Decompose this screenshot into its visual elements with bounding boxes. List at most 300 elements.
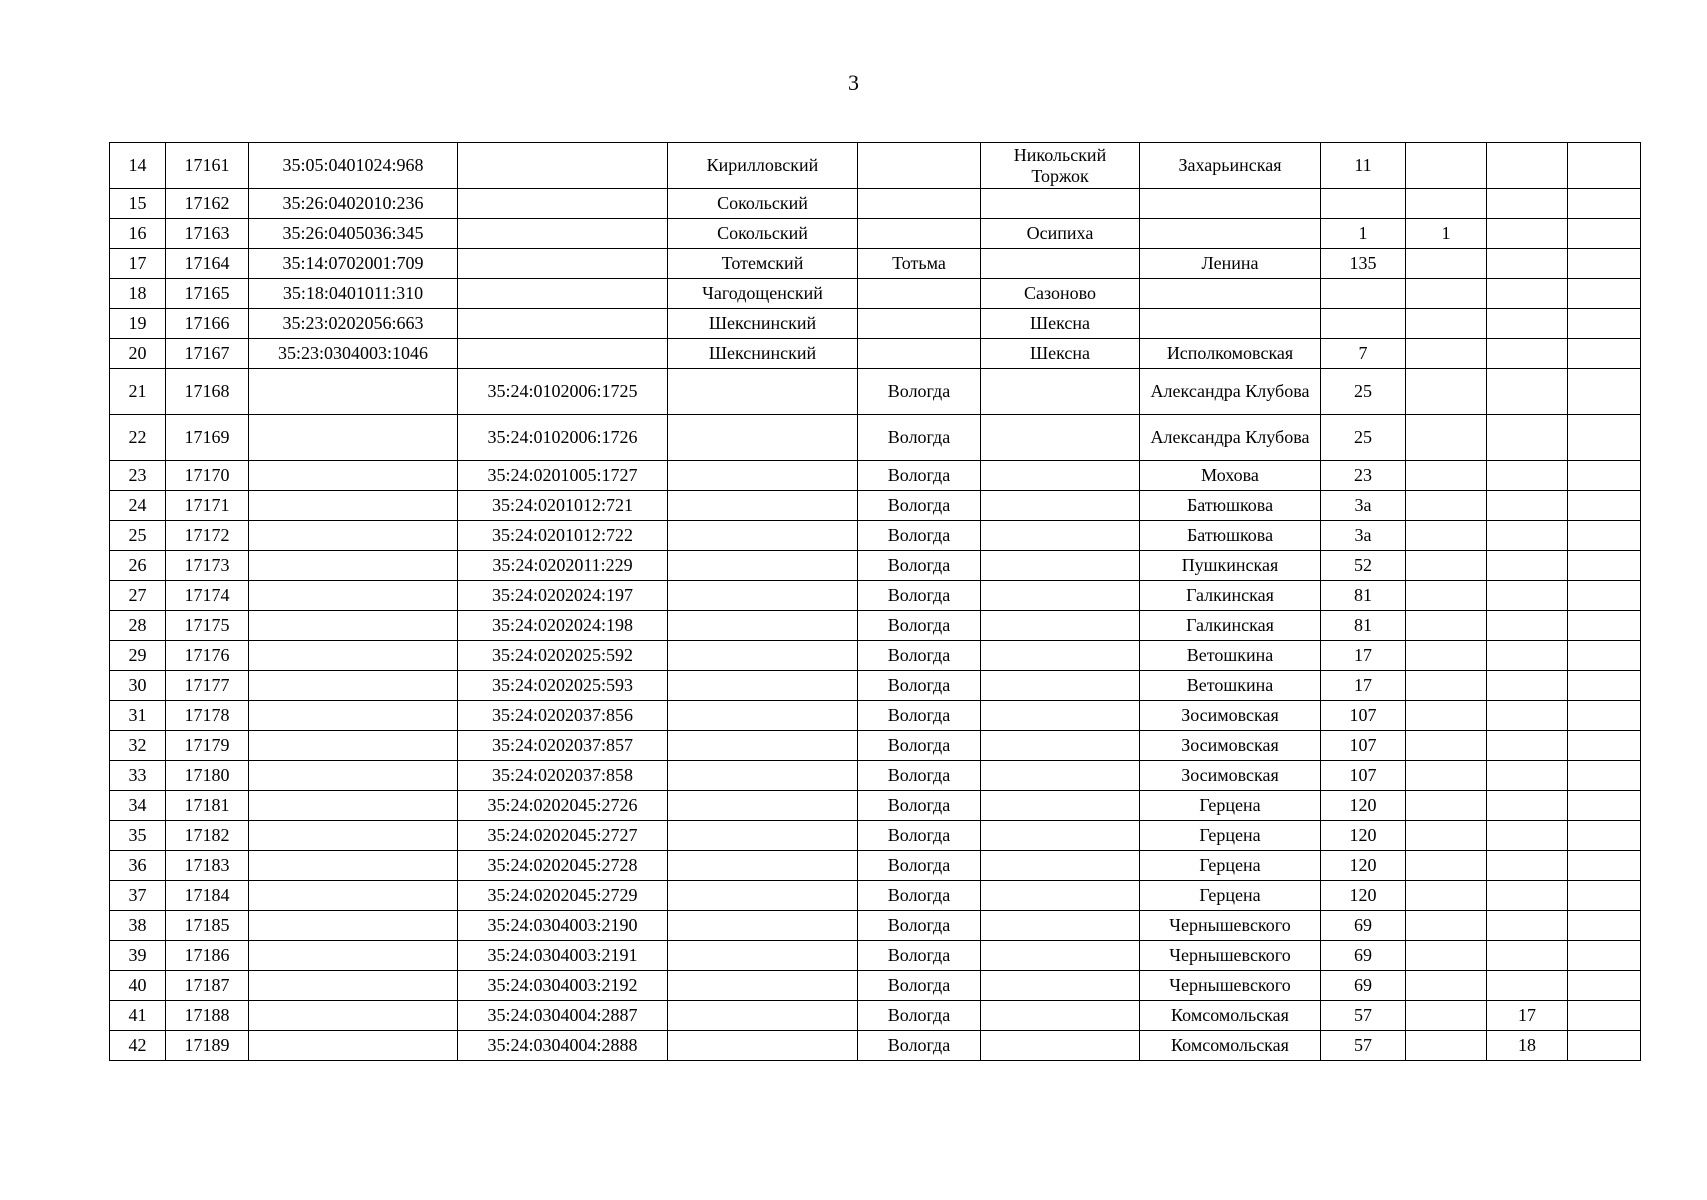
settlement-cell: [981, 761, 1140, 791]
row-number-cell: 17: [110, 249, 166, 279]
street-cell: Зосимовская: [1140, 701, 1321, 731]
table-row: [110, 941, 1641, 971]
table-row: [110, 491, 1641, 521]
street-cell: Герцена: [1140, 821, 1321, 851]
district-cell: Кирилловский: [668, 143, 858, 189]
extra-cell: [1568, 369, 1641, 415]
object-id-cell: 17161: [166, 143, 249, 189]
object-id-cell: 17183: [166, 851, 249, 881]
table-row: [110, 1031, 1641, 1061]
table-row: [110, 731, 1641, 761]
building-cell: [1406, 461, 1487, 491]
row-number-cell: 36: [110, 851, 166, 881]
house-number-cell: 81: [1321, 581, 1406, 611]
extra-cell: [1568, 581, 1641, 611]
object-id-cell: 17173: [166, 551, 249, 581]
cadastral-number-alt-cell: [458, 143, 668, 189]
building-cell: [1406, 881, 1487, 911]
house-number-cell: 7: [1321, 339, 1406, 369]
house-number-cell: 107: [1321, 731, 1406, 761]
house-number-cell: 3а: [1321, 491, 1406, 521]
apartment-cell: 17: [1487, 1001, 1568, 1031]
apartment-cell: [1487, 881, 1568, 911]
cadastral-number-cell: [249, 971, 458, 1001]
table-row: [110, 911, 1641, 941]
district-cell: Чагодощенский: [668, 279, 858, 309]
apartment-cell: [1487, 701, 1568, 731]
settlement-cell: [981, 415, 1140, 461]
street-cell: Исполкомовская: [1140, 339, 1321, 369]
cadastral-number-alt-cell: 35:24:0304004:2887: [458, 1001, 668, 1031]
table-row: [110, 671, 1641, 701]
cadastral-number-alt-cell: 35:24:0201012:722: [458, 521, 668, 551]
street-cell: Комсомольская: [1140, 1031, 1321, 1061]
building-cell: [1406, 701, 1487, 731]
cadastral-number-cell: [249, 761, 458, 791]
extra-cell: [1568, 219, 1641, 249]
table-row: [110, 369, 1641, 415]
building-cell: [1406, 369, 1487, 415]
table-row: [110, 1001, 1641, 1031]
district-cell: [668, 551, 858, 581]
extra-cell: [1568, 279, 1641, 309]
cadastral-number-alt-cell: 35:24:0202025:592: [458, 641, 668, 671]
city-cell: Вологда: [858, 821, 981, 851]
table-row: [110, 821, 1641, 851]
row-number-cell: 33: [110, 761, 166, 791]
apartment-cell: [1487, 309, 1568, 339]
cadastral-number-cell: [249, 611, 458, 641]
house-number-cell: [1321, 189, 1406, 219]
house-number-cell: 25: [1321, 369, 1406, 415]
object-id-cell: 17162: [166, 189, 249, 219]
building-cell: [1406, 941, 1487, 971]
object-id-cell: 17166: [166, 309, 249, 339]
house-number-cell: 120: [1321, 851, 1406, 881]
building-cell: [1406, 971, 1487, 1001]
row-number-cell: 22: [110, 415, 166, 461]
settlement-cell: [981, 791, 1140, 821]
city-cell: Вологда: [858, 1001, 981, 1031]
table-row: [110, 309, 1641, 339]
district-cell: Тотемский: [668, 249, 858, 279]
district-cell: Шекснинский: [668, 339, 858, 369]
table-row: [110, 551, 1641, 581]
building-cell: [1406, 1001, 1487, 1031]
house-number-cell: 120: [1321, 821, 1406, 851]
house-number-cell: 1: [1321, 219, 1406, 249]
cadastral-number-cell: [249, 521, 458, 551]
house-number-cell: 25: [1321, 415, 1406, 461]
city-cell: Вологда: [858, 369, 981, 415]
building-cell: [1406, 791, 1487, 821]
apartment-cell: [1487, 415, 1568, 461]
city-cell: [858, 189, 981, 219]
table-row: [110, 971, 1641, 1001]
settlement-cell: [981, 189, 1140, 219]
building-cell: [1406, 309, 1487, 339]
table-row: [110, 611, 1641, 641]
street-cell: Зосимовская: [1140, 731, 1321, 761]
extra-cell: [1568, 821, 1641, 851]
cadastral-number-cell: [249, 821, 458, 851]
apartment-cell: [1487, 461, 1568, 491]
cadastral-number-cell: [249, 671, 458, 701]
object-id-cell: 17167: [166, 339, 249, 369]
settlement-cell: [981, 1031, 1140, 1061]
street-cell: [1140, 219, 1321, 249]
cadastral-number-alt-cell: 35:24:0202045:2729: [458, 881, 668, 911]
street-cell: Мохова: [1140, 461, 1321, 491]
row-number-cell: 27: [110, 581, 166, 611]
settlement-cell: [981, 641, 1140, 671]
building-cell: [1406, 671, 1487, 701]
registry-table: [109, 142, 1641, 1061]
row-number-cell: 14: [110, 143, 166, 189]
object-id-cell: 17188: [166, 1001, 249, 1031]
building-cell: [1406, 279, 1487, 309]
city-cell: Вологда: [858, 641, 981, 671]
object-id-cell: 17169: [166, 415, 249, 461]
object-id-cell: 17179: [166, 731, 249, 761]
object-id-cell: 17168: [166, 369, 249, 415]
cadastral-number-cell: 35:05:0401024:968: [249, 143, 458, 189]
cadastral-number-alt-cell: 35:24:0202024:198: [458, 611, 668, 641]
row-number-cell: 32: [110, 731, 166, 761]
extra-cell: [1568, 1031, 1641, 1061]
extra-cell: [1568, 941, 1641, 971]
apartment-cell: [1487, 551, 1568, 581]
cadastral-number-alt-cell: 35:24:0202025:593: [458, 671, 668, 701]
district-cell: [668, 581, 858, 611]
extra-cell: [1568, 761, 1641, 791]
city-cell: [858, 279, 981, 309]
district-cell: [668, 941, 858, 971]
building-cell: [1406, 415, 1487, 461]
apartment-cell: [1487, 761, 1568, 791]
table-row: [110, 143, 1641, 189]
settlement-cell: [981, 851, 1140, 881]
city-cell: Вологда: [858, 551, 981, 581]
cadastral-number-alt-cell: [458, 339, 668, 369]
cadastral-number-cell: [249, 415, 458, 461]
building-cell: [1406, 551, 1487, 581]
row-number-cell: 31: [110, 701, 166, 731]
cadastral-number-alt-cell: [458, 309, 668, 339]
object-id-cell: 17164: [166, 249, 249, 279]
row-number-cell: 28: [110, 611, 166, 641]
city-cell: Вологда: [858, 941, 981, 971]
row-number-cell: 25: [110, 521, 166, 551]
extra-cell: [1568, 521, 1641, 551]
street-cell: Александра Клубова: [1140, 369, 1321, 415]
street-cell: Галкинская: [1140, 611, 1321, 641]
apartment-cell: [1487, 219, 1568, 249]
district-cell: [668, 1001, 858, 1031]
cadastral-number-cell: [249, 581, 458, 611]
city-cell: [858, 143, 981, 189]
building-cell: [1406, 851, 1487, 881]
house-number-cell: 3а: [1321, 521, 1406, 551]
table-row: [110, 581, 1641, 611]
cadastral-number-alt-cell: 35:24:0102006:1725: [458, 369, 668, 415]
district-cell: [668, 491, 858, 521]
object-id-cell: 17165: [166, 279, 249, 309]
apartment-cell: [1487, 911, 1568, 941]
building-cell: [1406, 249, 1487, 279]
street-cell: Ветошкина: [1140, 641, 1321, 671]
extra-cell: [1568, 339, 1641, 369]
street-cell: Комсомольская: [1140, 1001, 1321, 1031]
cadastral-number-cell: [249, 1031, 458, 1061]
settlement-cell: [981, 971, 1140, 1001]
apartment-cell: [1487, 369, 1568, 415]
house-number-cell: 81: [1321, 611, 1406, 641]
row-number-cell: 16: [110, 219, 166, 249]
cadastral-number-alt-cell: 35:24:0202024:197: [458, 581, 668, 611]
settlement-cell: [981, 521, 1140, 551]
district-cell: [668, 881, 858, 911]
table-row: [110, 761, 1641, 791]
row-number-cell: 23: [110, 461, 166, 491]
street-cell: Батюшкова: [1140, 521, 1321, 551]
extra-cell: [1568, 1001, 1641, 1031]
table-row: [110, 791, 1641, 821]
object-id-cell: 17187: [166, 971, 249, 1001]
extra-cell: [1568, 143, 1641, 189]
apartment-cell: [1487, 791, 1568, 821]
city-cell: Вологда: [858, 761, 981, 791]
extra-cell: [1568, 701, 1641, 731]
settlement-cell: [981, 611, 1140, 641]
extra-cell: [1568, 551, 1641, 581]
house-number-cell: 69: [1321, 941, 1406, 971]
cadastral-number-cell: [249, 641, 458, 671]
object-id-cell: 17177: [166, 671, 249, 701]
district-cell: Сокольский: [668, 189, 858, 219]
house-number-cell: 52: [1321, 551, 1406, 581]
cadastral-number-cell: [249, 911, 458, 941]
cadastral-number-cell: [249, 881, 458, 911]
settlement-cell: [981, 911, 1140, 941]
apartment-cell: [1487, 521, 1568, 551]
street-cell: [1140, 189, 1321, 219]
city-cell: Вологда: [858, 611, 981, 641]
extra-cell: [1568, 189, 1641, 219]
district-cell: [668, 461, 858, 491]
district-cell: [668, 415, 858, 461]
settlement-cell: [981, 671, 1140, 701]
district-cell: [668, 369, 858, 415]
city-cell: Тотьма: [858, 249, 981, 279]
house-number-cell: 107: [1321, 761, 1406, 791]
object-id-cell: 17163: [166, 219, 249, 249]
cadastral-number-alt-cell: 35:24:0304004:2888: [458, 1031, 668, 1061]
district-cell: [668, 851, 858, 881]
apartment-cell: [1487, 971, 1568, 1001]
building-cell: [1406, 731, 1487, 761]
city-cell: Вологда: [858, 701, 981, 731]
building-cell: [1406, 821, 1487, 851]
settlement-cell: Шексна: [981, 339, 1140, 369]
apartment-cell: [1487, 611, 1568, 641]
building-cell: 1: [1406, 219, 1487, 249]
cadastral-number-cell: [249, 461, 458, 491]
district-cell: [668, 641, 858, 671]
extra-cell: [1568, 461, 1641, 491]
object-id-cell: 17181: [166, 791, 249, 821]
cadastral-number-cell: [249, 851, 458, 881]
cadastral-number-alt-cell: 35:24:0202011:229: [458, 551, 668, 581]
house-number-cell: [1321, 279, 1406, 309]
street-cell: Чернышевского: [1140, 941, 1321, 971]
object-id-cell: 17170: [166, 461, 249, 491]
building-cell: [1406, 911, 1487, 941]
building-cell: [1406, 143, 1487, 189]
row-number-cell: 40: [110, 971, 166, 1001]
cadastral-number-cell: [249, 791, 458, 821]
apartment-cell: [1487, 143, 1568, 189]
object-id-cell: 17176: [166, 641, 249, 671]
table-row: [110, 189, 1641, 219]
building-cell: [1406, 761, 1487, 791]
street-cell: Батюшкова: [1140, 491, 1321, 521]
settlement-cell: Осипиха: [981, 219, 1140, 249]
object-id-cell: 17186: [166, 941, 249, 971]
extra-cell: [1568, 641, 1641, 671]
district-cell: [668, 791, 858, 821]
apartment-cell: [1487, 189, 1568, 219]
extra-cell: [1568, 971, 1641, 1001]
cadastral-number-alt-cell: 35:24:0201012:721: [458, 491, 668, 521]
extra-cell: [1568, 249, 1641, 279]
extra-cell: [1568, 731, 1641, 761]
district-cell: [668, 701, 858, 731]
table-row: [110, 851, 1641, 881]
building-cell: [1406, 339, 1487, 369]
apartment-cell: [1487, 491, 1568, 521]
object-id-cell: 17182: [166, 821, 249, 851]
settlement-cell: [981, 249, 1140, 279]
object-id-cell: 17178: [166, 701, 249, 731]
cadastral-number-alt-cell: 35:24:0304003:2190: [458, 911, 668, 941]
street-cell: Чернышевского: [1140, 971, 1321, 1001]
street-cell: Галкинская: [1140, 581, 1321, 611]
cadastral-number-cell: 35:23:0202056:663: [249, 309, 458, 339]
apartment-cell: [1487, 641, 1568, 671]
settlement-cell: [981, 369, 1140, 415]
cadastral-number-alt-cell: [458, 189, 668, 219]
city-cell: [858, 309, 981, 339]
city-cell: Вологда: [858, 581, 981, 611]
building-cell: [1406, 641, 1487, 671]
cadastral-number-alt-cell: 35:24:0202045:2727: [458, 821, 668, 851]
row-number-cell: 38: [110, 911, 166, 941]
extra-cell: [1568, 791, 1641, 821]
table-row: [110, 461, 1641, 491]
row-number-cell: 19: [110, 309, 166, 339]
building-cell: [1406, 1031, 1487, 1061]
building-cell: [1406, 491, 1487, 521]
building-cell: [1406, 611, 1487, 641]
street-cell: Герцена: [1140, 851, 1321, 881]
cadastral-number-alt-cell: [458, 279, 668, 309]
cadastral-number-alt-cell: 35:24:0201005:1727: [458, 461, 668, 491]
house-number-cell: 135: [1321, 249, 1406, 279]
street-cell: Пушкинская: [1140, 551, 1321, 581]
table-row: [110, 881, 1641, 911]
table-row: [110, 415, 1641, 461]
row-number-cell: 24: [110, 491, 166, 521]
street-cell: Зосимовская: [1140, 761, 1321, 791]
apartment-cell: [1487, 581, 1568, 611]
settlement-cell: [981, 1001, 1140, 1031]
city-cell: [858, 339, 981, 369]
object-id-cell: 17184: [166, 881, 249, 911]
row-number-cell: 26: [110, 551, 166, 581]
table-row: [110, 249, 1641, 279]
cadastral-number-alt-cell: 35:24:0202037:858: [458, 761, 668, 791]
street-cell: Чернышевского: [1140, 911, 1321, 941]
settlement-cell: [981, 941, 1140, 971]
city-cell: Вологда: [858, 971, 981, 1001]
settlement-cell: [981, 581, 1140, 611]
extra-cell: [1568, 671, 1641, 701]
house-number-cell: 69: [1321, 971, 1406, 1001]
extra-cell: [1568, 415, 1641, 461]
object-id-cell: 17175: [166, 611, 249, 641]
house-number-cell: 11: [1321, 143, 1406, 189]
cadastral-number-cell: [249, 551, 458, 581]
apartment-cell: [1487, 249, 1568, 279]
house-number-cell: [1321, 309, 1406, 339]
cadastral-number-cell: [249, 731, 458, 761]
district-cell: [668, 1031, 858, 1061]
row-number-cell: 34: [110, 791, 166, 821]
city-cell: Вологда: [858, 881, 981, 911]
cadastral-number-alt-cell: 35:24:0102006:1726: [458, 415, 668, 461]
district-cell: [668, 821, 858, 851]
cadastral-number-alt-cell: 35:24:0304003:2191: [458, 941, 668, 971]
extra-cell: [1568, 491, 1641, 521]
city-cell: Вологда: [858, 851, 981, 881]
city-cell: Вологда: [858, 791, 981, 821]
cadastral-number-cell: [249, 701, 458, 731]
house-number-cell: 120: [1321, 881, 1406, 911]
cadastral-number-cell: 35:18:0401011:310: [249, 279, 458, 309]
settlement-cell: Шексна: [981, 309, 1140, 339]
row-number-cell: 41: [110, 1001, 166, 1031]
house-number-cell: 17: [1321, 641, 1406, 671]
apartment-cell: [1487, 941, 1568, 971]
street-cell: Герцена: [1140, 881, 1321, 911]
house-number-cell: 107: [1321, 701, 1406, 731]
apartment-cell: [1487, 821, 1568, 851]
district-cell: [668, 731, 858, 761]
row-number-cell: 18: [110, 279, 166, 309]
row-number-cell: 37: [110, 881, 166, 911]
object-id-cell: 17180: [166, 761, 249, 791]
settlement-cell: [981, 461, 1140, 491]
cadastral-number-cell: 35:26:0405036:345: [249, 219, 458, 249]
object-id-cell: 17171: [166, 491, 249, 521]
house-number-cell: 57: [1321, 1001, 1406, 1031]
city-cell: Вологда: [858, 491, 981, 521]
city-cell: Вологда: [858, 731, 981, 761]
house-number-cell: 69: [1321, 911, 1406, 941]
row-number-cell: 21: [110, 369, 166, 415]
cadastral-number-alt-cell: 35:24:0202045:2728: [458, 851, 668, 881]
